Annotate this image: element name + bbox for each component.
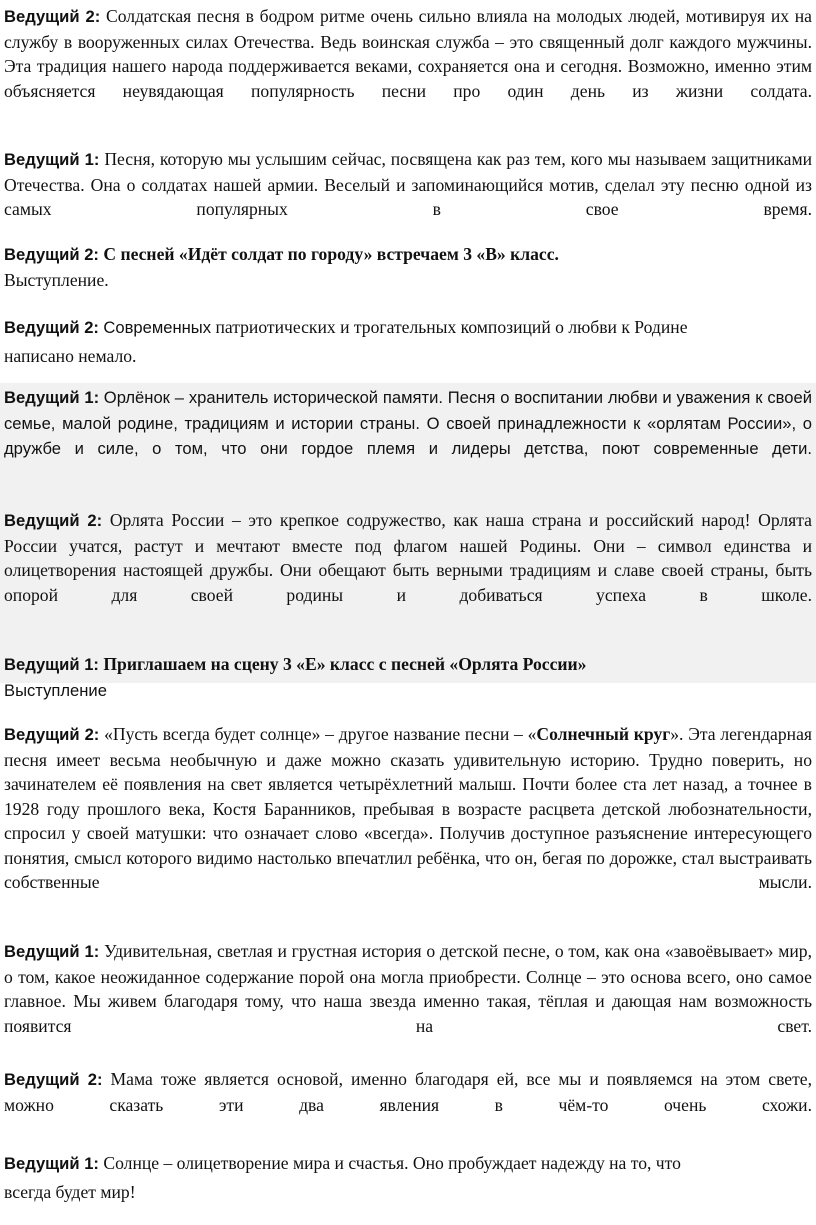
announcement-text: С песней «Идёт солдат по городу» встречаем 3 «В» класс. (103, 244, 559, 264)
paragraph-text: Удивительная, светлая и грустная история о детской песне, о том, как она «завоёвывает» мир, о том, какое неожиданное содержание порой она могла приобрести. Солнце – это основа всего, оно самое главное. Мы живем благодаря тому, что наша звезда именно такая, тёплая и дающая нам возможность появится на свет. (4, 941, 812, 1036)
paragraph-1 (4, 4, 812, 128)
speaker-label: Ведущий 1: (4, 150, 100, 169)
paragraph-text: патриотических и трогательных композиций о любви к Родине (215, 317, 688, 337)
performance-label: Выступление (4, 680, 107, 700)
paragraph-2 (4, 147, 812, 246)
paragraph-text: Мама тоже является основой, именно благодаря ей, все мы и появляемся на этом свете, можно сказать эти два явления в чём-то очень схожи. (4, 1069, 812, 1115)
speaker-label: Ведущий 2: (4, 245, 99, 264)
speaker-label: Ведущий 1: (4, 655, 99, 674)
paragraph-text: Орлята России – это крепкое содружество, как наша страна и российский народ! Орлята России учатся, растут и мечтают вместе под флагом нашей Родины. Они – символ единства и олицетворения настоящей дружбы. Они обещают быть верными традициям и славе своей страны, быть опорой для своей родины и добиваться успеха в школе. (4, 510, 812, 605)
speaker-label: Ведущий 1: (4, 1154, 99, 1173)
paragraph-3 (4, 242, 812, 292)
paragraph-text: Солнце – олицетворение мира и счастья. Оно пробуждает надежду на то, что (103, 1153, 681, 1173)
paragraph-text-a: «Пусть всегда будет солнце» – другое название песни – « (104, 724, 537, 744)
song-title: Солнечный круг (536, 724, 671, 744)
paragraph-text: Солдатская песня в бодром ритме очень сильно влияла на молодых людей, мотивируя их на службу в вооруженных силах Отечества. Ведь воинская служба – это священный долг каждого мужчины. Эта традиция нашего народа поддерживается веками, сохраняется она и сегодня. Возможно, именно этим объясняется неувядающая популярность песни про один день из жизни солдата. (4, 6, 812, 101)
paragraph-text-b: ». Эта легендарная песня имеет весьма необычную и даже можно сказать удивительную историю. Трудно поверить, но зачинателем её появления на свет является четырёхлетний малыш. Почти более ста лет назад, а точнее в 1928 году прошлого века, Костя Баранников, пребывая в возрасте расцвета детской любознательности, спросил у своей матушки: что означает слово «всегда». Получив доступное разъяснение интересующего понятия, смысл которого видимо настолько впечатлил ребёнка, что он, бегая по дорожке, стал выстраивать собственные мысли. (4, 724, 812, 892)
paragraph-text-line2: всегда будет мир! (4, 1181, 136, 1202)
speaker-label: Ведущий 2: (4, 511, 103, 530)
speaker-label: Ведущий 2: (4, 7, 101, 26)
speaker-label: Ведущий 1: (4, 942, 100, 961)
paragraph-8 (4, 722, 812, 919)
performance-label: Выступление. (4, 269, 109, 290)
paragraph-6 (4, 508, 812, 632)
paragraph-9 (4, 939, 812, 1063)
paragraph-4 (4, 315, 812, 371)
speaker-label: Ведущий 2: (4, 318, 99, 337)
paragraph-text: Орлёнок – хранитель исторической памяти. Песня о воспитании любви и уважения к своей семье, малой родине, традициям и истории страны. О своей принадлежности к «орлятам России», о дружбе и силе, о том, что они гордое племя и лидеры детства, поют современные дети. (4, 388, 812, 458)
speaker-label: Ведущий 1: (4, 388, 100, 407)
paragraph-10 (4, 1067, 812, 1142)
paragraph-text: Песня, которую мы услышим сейчас, посвящена как раз тем, кого мы называем защитниками Отечества. Она о солдатах нашей армии. Веселый и запоминающийся мотив, сделал эту песню одной из самых популярных в свое время. (4, 149, 812, 219)
speaker-label: Ведущий 2: (4, 725, 100, 744)
announcement-text: Приглашаем на сцену 3 «Е» класс с песней «Орлята России» (103, 654, 587, 674)
paragraph-11 (4, 1151, 812, 1207)
speaker-label: Ведущий 2: (4, 1070, 103, 1089)
paragraph-5 (4, 385, 812, 486)
paragraph-text-sans: Современных (103, 318, 212, 337)
paragraph-7 (4, 652, 812, 703)
paragraph-text-line2: написано немало. (4, 345, 137, 366)
